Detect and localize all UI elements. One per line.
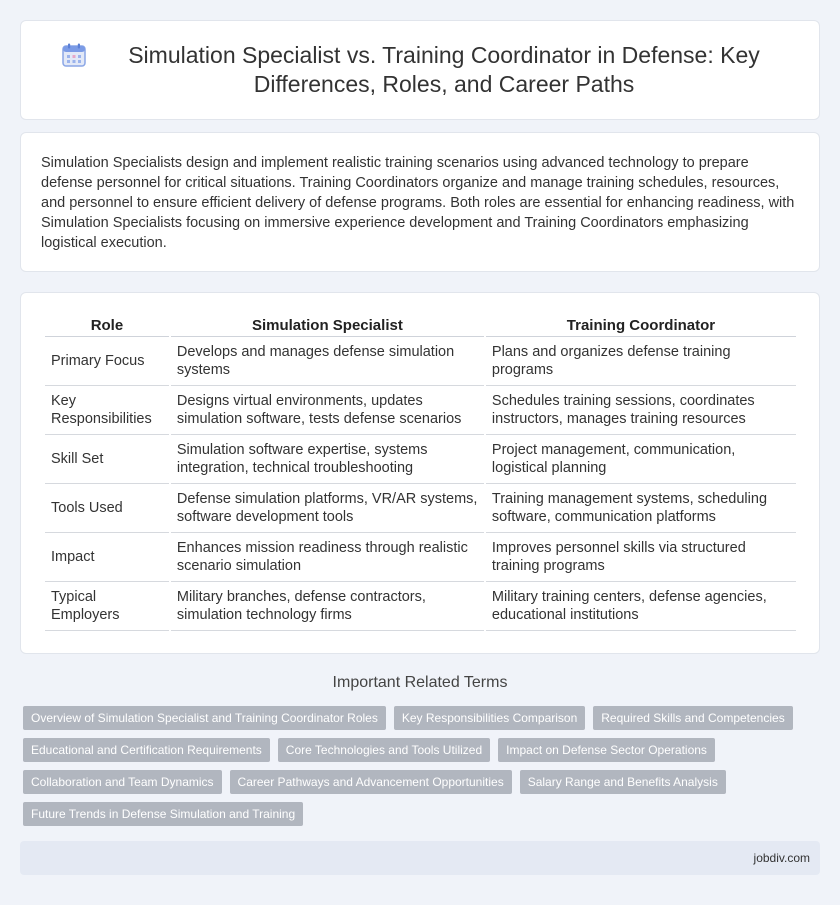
table-row (45, 386, 796, 435)
row-label: Typical Employers (45, 582, 169, 631)
related-term-tag[interactable]: Impact on Defense Sector Operations (498, 738, 715, 762)
coordinator-cell: Military training centers, defense agencies, educational institutions (486, 582, 796, 631)
coordinator-cell: Schedules training sessions, coordinates instructors, manages training resources (486, 386, 796, 435)
related-term-tag[interactable]: Future Trends in Defense Simulation and Training (23, 802, 303, 826)
related-term-tag[interactable]: Career Pathways and Advancement Opportunities (230, 770, 512, 794)
row-label: Impact (45, 533, 169, 582)
comparison-card (20, 292, 820, 654)
table-row (45, 533, 796, 582)
header-simulation-specialist: Simulation Specialist (171, 313, 484, 337)
header-inner (21, 21, 819, 119)
related-term-tag[interactable]: Required Skills and Competencies (593, 706, 792, 730)
related-term-tag[interactable]: Educational and Certification Requirements (23, 738, 270, 762)
header-training-coordinator: Training Coordinator (486, 313, 796, 337)
related-term-tag[interactable]: Key Responsibilities Comparison (394, 706, 585, 730)
simulation-cell: Defense simulation platforms, VR/AR systems, software development tools (171, 484, 484, 533)
comparison-table (43, 313, 798, 631)
simulation-cell: Enhances mission readiness through realistic scenario simulation (171, 533, 484, 582)
related-term-tag[interactable]: Core Technologies and Tools Utilized (278, 738, 490, 762)
table-row (45, 337, 796, 386)
page-title: Simulation Specialist vs. Training Coordinator in Defense: Key Differences, Roles, and Career Paths (128, 42, 760, 97)
related-term-tag[interactable]: Collaboration and Team Dynamics (23, 770, 222, 794)
table-row (45, 484, 796, 533)
coordinator-cell: Improves personnel skills via structured training programs (486, 533, 796, 582)
table-row (45, 435, 796, 484)
simulation-cell: Develops and manages defense simulation systems (171, 337, 484, 386)
simulation-cell: Simulation software expertise, systems integration, technical troubleshooting (171, 435, 484, 484)
row-label: Skill Set (45, 435, 169, 484)
row-label: Key Responsibilities (45, 386, 169, 435)
simulation-cell: Designs virtual environments, updates simulation software, tests defense scenarios (171, 386, 484, 435)
simulation-cell: Military branches, defense contractors, simulation technology firms (171, 582, 484, 631)
table-row (45, 582, 796, 631)
footer (20, 841, 820, 875)
header-role: Role (45, 313, 169, 337)
related-term-tag[interactable]: Overview of Simulation Specialist and Training Coordinator Roles (23, 706, 386, 730)
row-label: Tools Used (45, 484, 169, 533)
header-card (20, 20, 820, 120)
table-header-row (45, 313, 796, 337)
related-terms-title: Important Related Terms (332, 674, 508, 691)
footer-site-link[interactable]: jobdiv.com (753, 851, 810, 865)
row-label: Primary Focus (45, 337, 169, 386)
intro-card (20, 132, 820, 272)
related-term-tag[interactable]: Salary Range and Benefits Analysis (520, 770, 726, 794)
coordinator-cell: Training management systems, scheduling software, communication platforms (486, 484, 796, 533)
related-terms-list (23, 706, 813, 826)
intro-paragraph: Simulation Specialists design and implement realistic training scenarios using advanced technology to prepare defense personnel for critical situations. Training Coordinators organize and manage training schedules, resources, and personnel to ensure efficient delivery of defense programs. Both roles are essential for enhancing readiness, with Simulation Specialists focusing on immersive experience development and Training Coordinators emphasizing logistical execution. (41, 155, 795, 251)
calendar-icon (61, 42, 87, 68)
coordinator-cell: Plans and organizes defense training programs (486, 337, 796, 386)
coordinator-cell: Project management, communication, logistical planning (486, 435, 796, 484)
